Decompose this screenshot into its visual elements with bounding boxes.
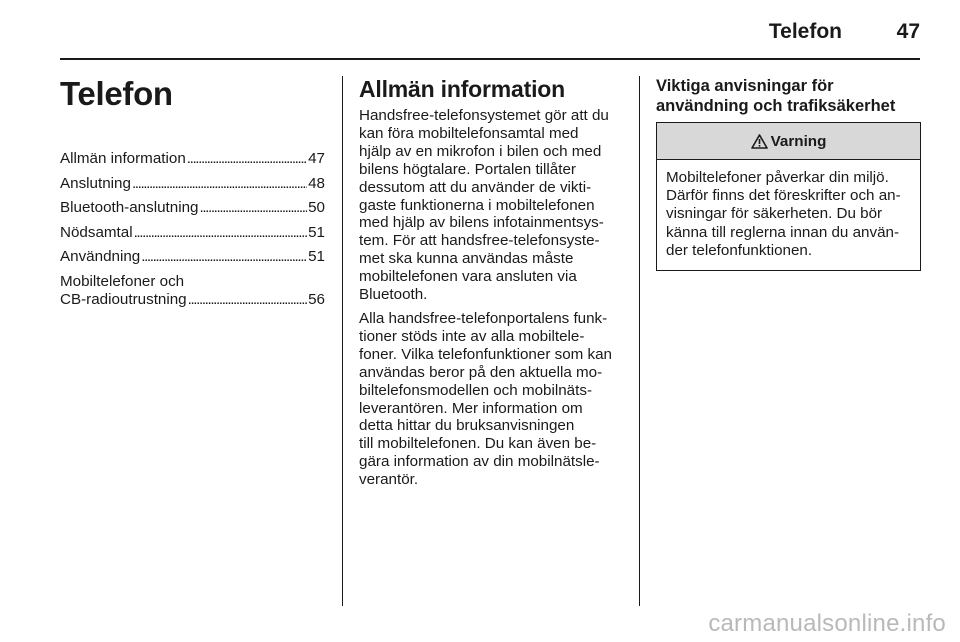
- header-rule: [60, 58, 920, 60]
- warning-header: [657, 123, 920, 160]
- text-line: tem. För att handsfree-telefonsyste-: [359, 232, 600, 250]
- warning-triangle-icon: [751, 134, 768, 149]
- toc-item-general[interactable]: [60, 150, 325, 168]
- toc-leader: [132, 175, 307, 193]
- toc-page: 48: [308, 174, 325, 192]
- toc-page: 47: [308, 150, 325, 167]
- intro-paragraph: [359, 107, 623, 304]
- text-line: hjälp av en mikrofon i bilen och med: [359, 142, 602, 160]
- toc-label: Anslutning: [60, 174, 131, 192]
- support-paragraph: [359, 310, 623, 489]
- toc-leader: [199, 199, 307, 217]
- text-line: gära information av din mobilnätsle-: [359, 453, 600, 471]
- text-line: till mobiltelefonen. Du kan även be-: [359, 435, 597, 453]
- general-info-column: [359, 76, 623, 495]
- text-line: Därför finns det föreskrifter och an-: [666, 187, 901, 205]
- toc-page: 51: [308, 223, 325, 241]
- section-title: Allmän information: [359, 76, 565, 102]
- toc-label: Användning: [60, 248, 141, 265]
- column-divider: [342, 76, 343, 606]
- text-line: met ska kunna användas måste: [359, 250, 574, 268]
- text-line: foner. Vilka telefonfunktioner som kan: [359, 345, 612, 363]
- text-line: tioner stöds inte av alla mobiltele-: [359, 327, 585, 345]
- chapter-title: Telefon: [60, 75, 173, 112]
- toc-item-emergency-call[interactable]: [60, 224, 325, 242]
- table-of-contents: [60, 150, 325, 309]
- warning-label: Varning: [770, 132, 827, 150]
- text-line: Handsfree-telefonsystemet gör att du: [359, 107, 609, 124]
- text-line: med hjälp av bilens infotainmentsys-: [359, 214, 604, 232]
- text-line: visningar för säkerheten. Du bör: [666, 205, 883, 223]
- toc-item-usage[interactable]: [60, 248, 325, 266]
- text-line: känna till reglerna innan du använ-: [666, 223, 900, 241]
- text-line: Alla handsfree-telefonportalens funk-: [359, 309, 608, 327]
- chapter-column: [60, 76, 325, 315]
- toc-page: 51: [308, 248, 325, 265]
- text-line: detta hittar du bruksanvisningen: [359, 417, 575, 435]
- toc-leader: [187, 150, 307, 168]
- text-line: verantör.: [359, 471, 419, 489]
- watermark: carmanualsonline.info: [708, 610, 946, 637]
- toc-page: 56: [308, 290, 325, 308]
- text-line: Mobiltelefoner påverkar din miljö.: [666, 169, 889, 186]
- toc-leader: [141, 248, 307, 266]
- title-line: användning och trafiksäkerhet: [656, 97, 896, 115]
- toc-label: Bluetooth-anslutning: [60, 199, 199, 216]
- text-line: biltelefonsmodellen och mobilnäts-: [359, 381, 593, 399]
- text-line: dessutom att du använder de vikti-: [359, 178, 592, 196]
- page-header: [0, 0, 960, 62]
- text-line: mobiltelefonen vara ansluten via: [359, 268, 577, 286]
- safety-column: [656, 76, 921, 271]
- text-line: Bluetooth.: [359, 286, 428, 304]
- text-line: bilens högtalare. Portalen tillåter: [359, 160, 576, 178]
- text-line: kan föra mobiltelefonsamtal med: [359, 124, 579, 142]
- toc-label: Nödsamtal: [60, 223, 133, 241]
- toc-page: 50: [308, 199, 325, 216]
- column-divider: [639, 76, 640, 606]
- warning-text: [657, 160, 920, 270]
- text-line: leverantören. Mer information om: [359, 399, 583, 417]
- toc-leader: [188, 291, 307, 309]
- text-line: gaste funktionerna i mobiltelefonen: [359, 196, 595, 214]
- running-title: Telefon: [768, 20, 842, 43]
- text-line: der telefonfunktionen.: [666, 241, 813, 259]
- text-line: användas beror på den aktuella mo-: [359, 363, 603, 381]
- page-number: 47: [896, 20, 920, 43]
- warning-box: [656, 122, 921, 271]
- toc-label: Allmän information: [60, 150, 186, 167]
- toc-item-bluetooth[interactable]: [60, 199, 325, 217]
- toc-leader: [134, 224, 308, 242]
- toc-item-cb-radio[interactable]: [60, 273, 325, 309]
- safety-title: [656, 76, 921, 116]
- toc-label: Mobiltelefoner och CB-radioutrustning: [60, 272, 187, 308]
- toc-item-connection[interactable]: [60, 175, 325, 193]
- title-line: Viktiga anvisningar för: [656, 77, 834, 95]
